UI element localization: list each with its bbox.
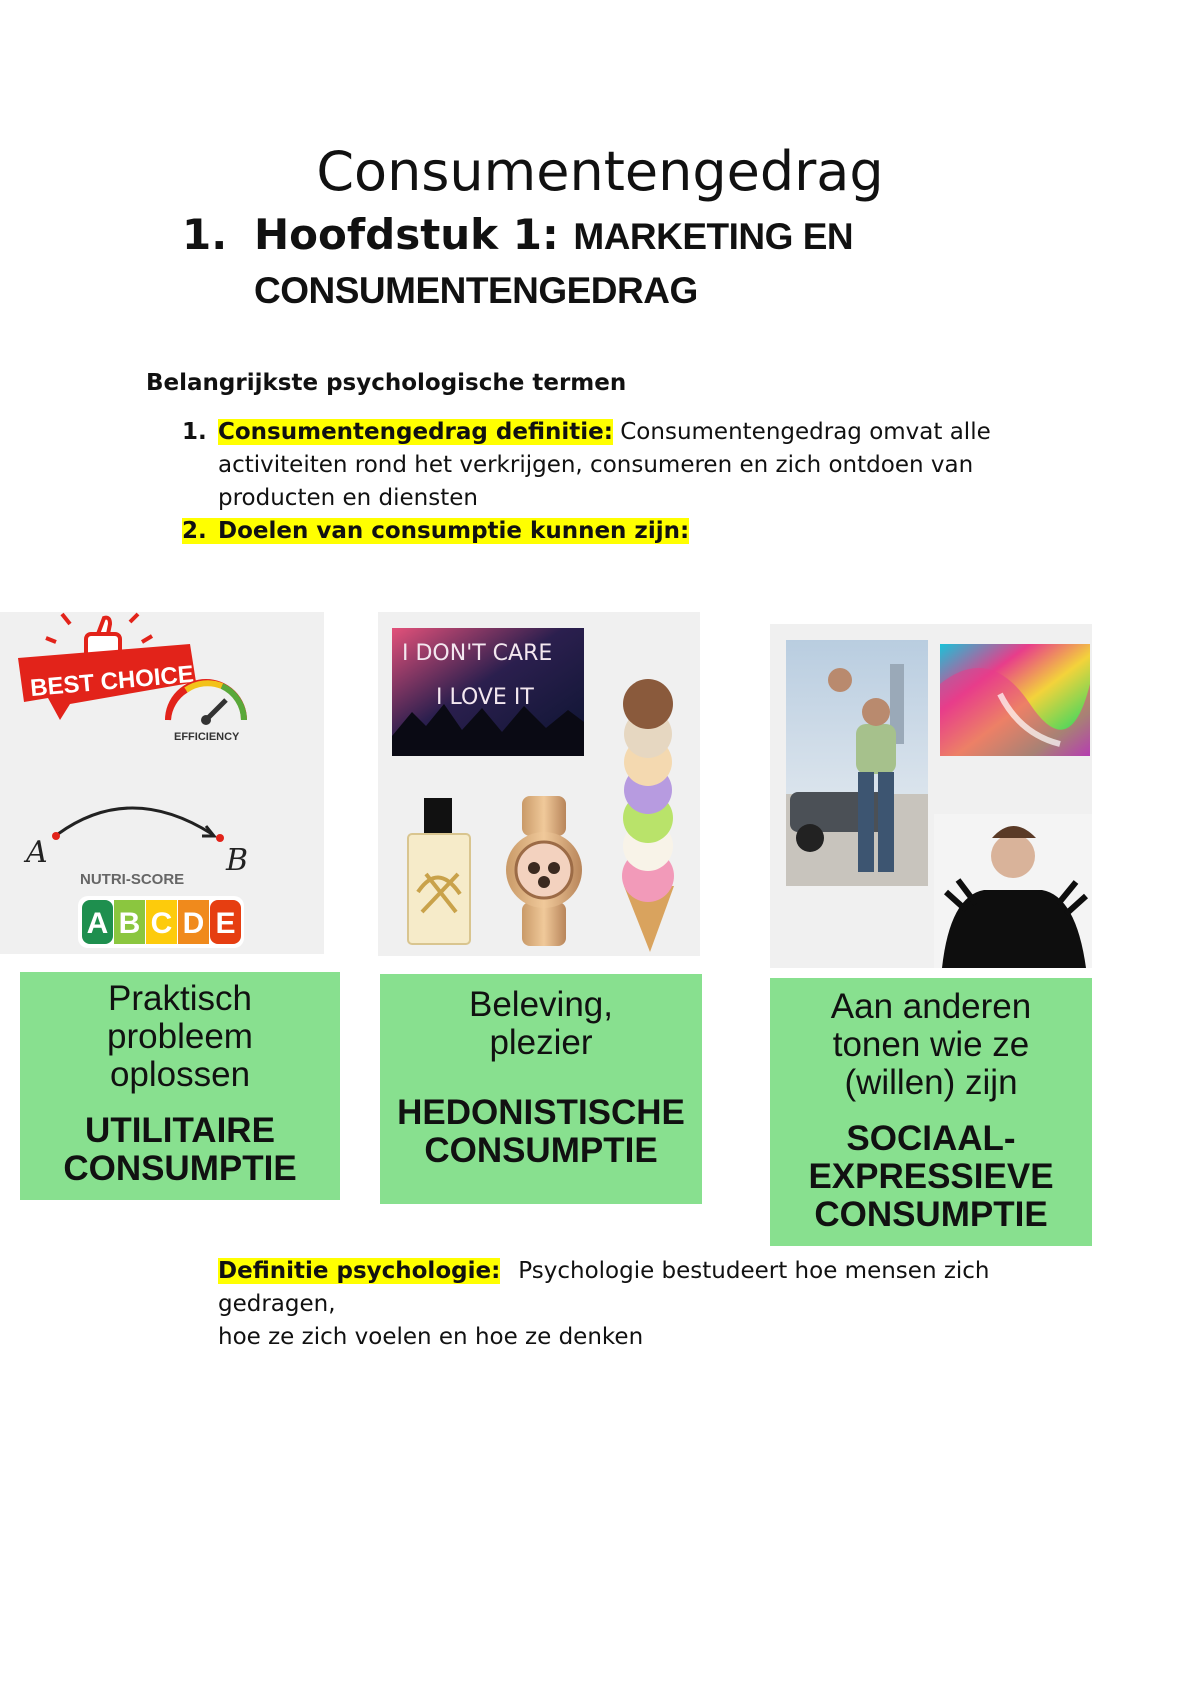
poster-line-1: I DON'T CARE [402,641,553,666]
chapter-title-line-1: MARKETING EN [573,216,854,257]
category-description: Beleving, [469,985,613,1024]
category-box-social-expressive [770,978,1092,1246]
nutri-score-letter: A [86,907,109,940]
highlighted-term: Consumentengedrag definitie: [218,419,613,445]
category-box-hedonistic [380,974,702,1204]
point-a-label: A [26,835,48,870]
chapter-heading [182,210,853,259]
category-description: probleem [107,1017,253,1056]
a-to-b-arrow-icon [23,808,248,878]
category-box-utilitarian [20,972,340,1200]
category-name: CONSUMPTIE [814,1195,1048,1234]
definition-text: Psychologie bestudeert hoe mensen zich [518,1258,990,1284]
definition-text: hoe ze zich voelen en hoe ze denken [218,1324,644,1350]
definition-paragraph [218,1255,1118,1354]
nutri-score-letter: C [150,907,173,940]
image-panel-social-expressive [770,624,1092,968]
item-text: Consumentengedrag omvat alle [612,419,991,445]
category-name: SOCIAAL- [846,1119,1016,1158]
category-name: EXPRESSIEVE [808,1157,1054,1196]
category-description: Praktisch [108,979,252,1018]
feather-outfit-portrait-image [934,814,1092,968]
highlighted-term: Definitie psychologie: [218,1258,501,1284]
nutri-score-letter: B [118,907,141,940]
efficiency-gauge-icon [168,682,244,743]
poster-line-2: I LOVE IT [436,685,534,710]
list-number: 1. [182,419,207,445]
item-text: activiteiten rond het verkrijgen, consumeren en zich ontdoen van [218,452,974,478]
badge-text: BEST CHOICE [29,660,195,703]
list-item [182,416,1082,515]
gauge-label: EFFICIENCY [174,731,240,743]
category-description: oplossen [109,1055,251,1094]
ice-cream-cone-image [622,679,674,952]
item-text: producten en diensten [218,485,478,511]
concert-poster-image [392,628,584,756]
category-name: HEDONISTISCHE [397,1093,685,1132]
section-heading: Belangrijkste psychologische termen [146,370,627,396]
category-description: plezier [489,1023,593,1062]
highlighted-term [182,518,689,544]
chapter-label: Hoofdstuk 1: [254,210,559,259]
category-name: CONSUMPTIE [63,1149,297,1188]
definition-text: gedragen, [218,1291,336,1317]
image-panel-hedonistic [378,612,700,956]
utilitarian-illustration [0,612,324,954]
hedonistic-illustration [378,612,700,956]
highlighted-term-text: Doelen van consumptie kunnen zijn: [218,518,690,544]
image-panel-utilitarian [0,612,324,954]
gold-watch-image [506,796,582,946]
perfume-bottle-image [408,798,470,944]
category-name: CONSUMPTIE [424,1131,658,1170]
chapter-number: 1. [182,210,228,259]
point-b-label: B [226,843,249,878]
category-name: UTILITAIRE [85,1111,275,1150]
category-description: tonen wie ze [832,1025,1030,1064]
list-item [182,515,689,548]
list-number: 2. [182,518,207,544]
nutri-score-letter: E [215,907,236,940]
category-description: (willen) zijn [844,1063,1018,1102]
nutri-score-label: NUTRI-SCORE [80,871,185,888]
document-title: Consumentengedrag [316,140,884,203]
chapter-title-line-2: CONSUMENTENGEDRAG [254,270,698,311]
category-description: Aan anderen [830,987,1032,1026]
nutri-score-icon [78,871,244,948]
colorful-art-image [940,644,1090,756]
nutri-score-letter: D [182,907,205,940]
social-expressive-illustration [770,624,1092,968]
selfie-photo-image [786,640,928,886]
